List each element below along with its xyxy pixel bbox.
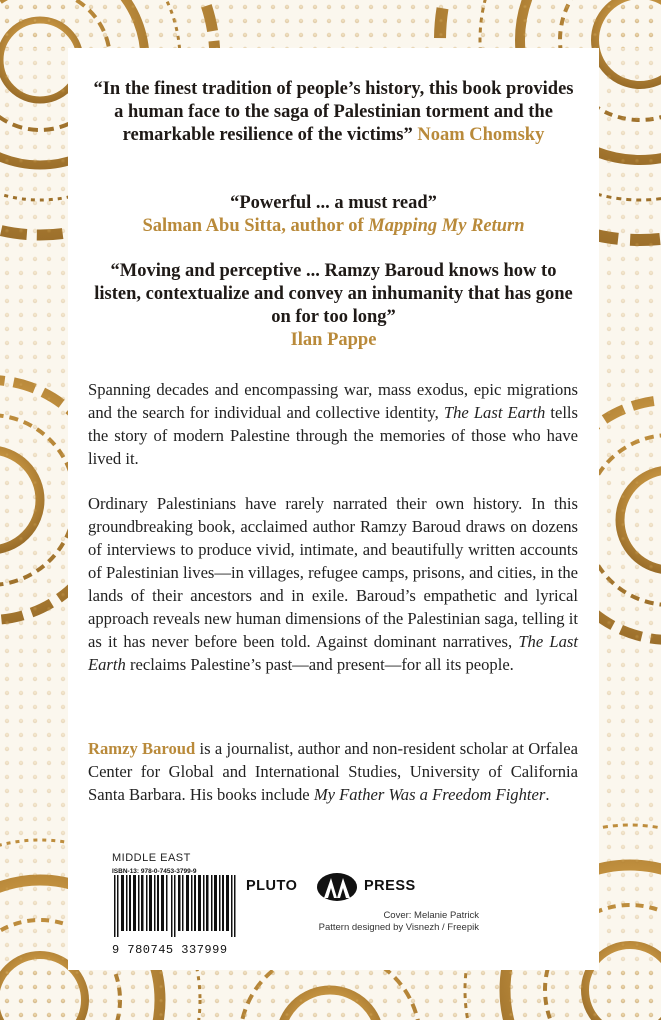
blurb-attribution-title: Mapping My Return	[368, 216, 525, 236]
bio-end: .	[545, 785, 550, 804]
blurb-abu-sitta	[88, 192, 579, 238]
description-paragraph-2	[88, 492, 578, 676]
book-title: The Last Earth	[443, 403, 546, 422]
blurb-attribution: Ilan Pappe	[290, 330, 377, 350]
blurb-chomsky	[88, 78, 579, 147]
description-text: Ordinary Palestinians have rarely narrated their own history. In this groundbreaking book, acclaimed author Ramzy Baroud draws on dozens of interviews to produce vivid, intimate, and beautifully written accounts of Palestinian lives—in villages, refugee camps, prisons, and cities, in the lands of their ancestors and in exile. Baroud’s empathetic and lyrical approach reveals new human dimensions of the Palestinian saga, telling it as it has never before been told. Against dominant narratives,	[88, 494, 578, 651]
cover-credits	[218, 910, 479, 934]
blurb-quote: “Moving and perceptive ... Ramzy Baroud knows how to listen, contextualize and convey an inhumanity that has gone on for too long”	[94, 261, 573, 327]
description-text: Spanning decades and encompassing war, mass exodus, epic migrations and the search for individual and collective identity,	[88, 380, 578, 422]
author-bio	[88, 737, 578, 806]
back-cover-panel	[68, 48, 599, 970]
author-name: Ramzy Baroud	[88, 739, 196, 758]
blurb-quote: “Powerful ... a must read”	[230, 193, 437, 213]
blurb-attribution: Noam Chomsky	[417, 125, 545, 145]
category-label: MIDDLE EAST	[112, 852, 191, 864]
publisher-logo	[246, 872, 446, 902]
pattern-credit: Pattern designed by Visnezh / Freepik	[318, 922, 479, 933]
description-text: reclaims Palestine’s past—and present—for all its people.	[129, 655, 514, 674]
description-paragraph-1	[88, 378, 578, 470]
bio-book-title: My Father Was a Freedom Fighter	[313, 785, 546, 804]
description-text: tells the story of modern Palestine through the memories of those who have lived it.	[88, 403, 578, 468]
isbn-label: ISBN-13: 978-0-7453-3799-9	[112, 868, 197, 875]
book-title: The Last Earth	[88, 632, 578, 674]
cover-credit: Cover: Melanie Patrick	[383, 910, 479, 921]
bio-text: is a journalist, author and non-resident scholar at Orfalea Center for Global and International Studies, University of California Santa Barbara. His books include	[88, 739, 578, 804]
blurb-attribution-prefix: Salman Abu Sitta, author of	[142, 216, 369, 236]
blurb-pappe	[88, 260, 579, 352]
barcode-number: 9 780745 337999	[112, 943, 228, 957]
publisher-name-right: PRESS	[364, 878, 416, 894]
blurb-attribution	[88, 215, 579, 238]
pluto-press-emblem-icon	[316, 872, 358, 902]
blurb-quote: “In the finest tradition of people’s history, this book provides a human face to the saga of Palestinian torment and the remarkable resilience of the victims”	[93, 79, 574, 145]
publisher-name-left: PLUTO	[246, 878, 298, 894]
